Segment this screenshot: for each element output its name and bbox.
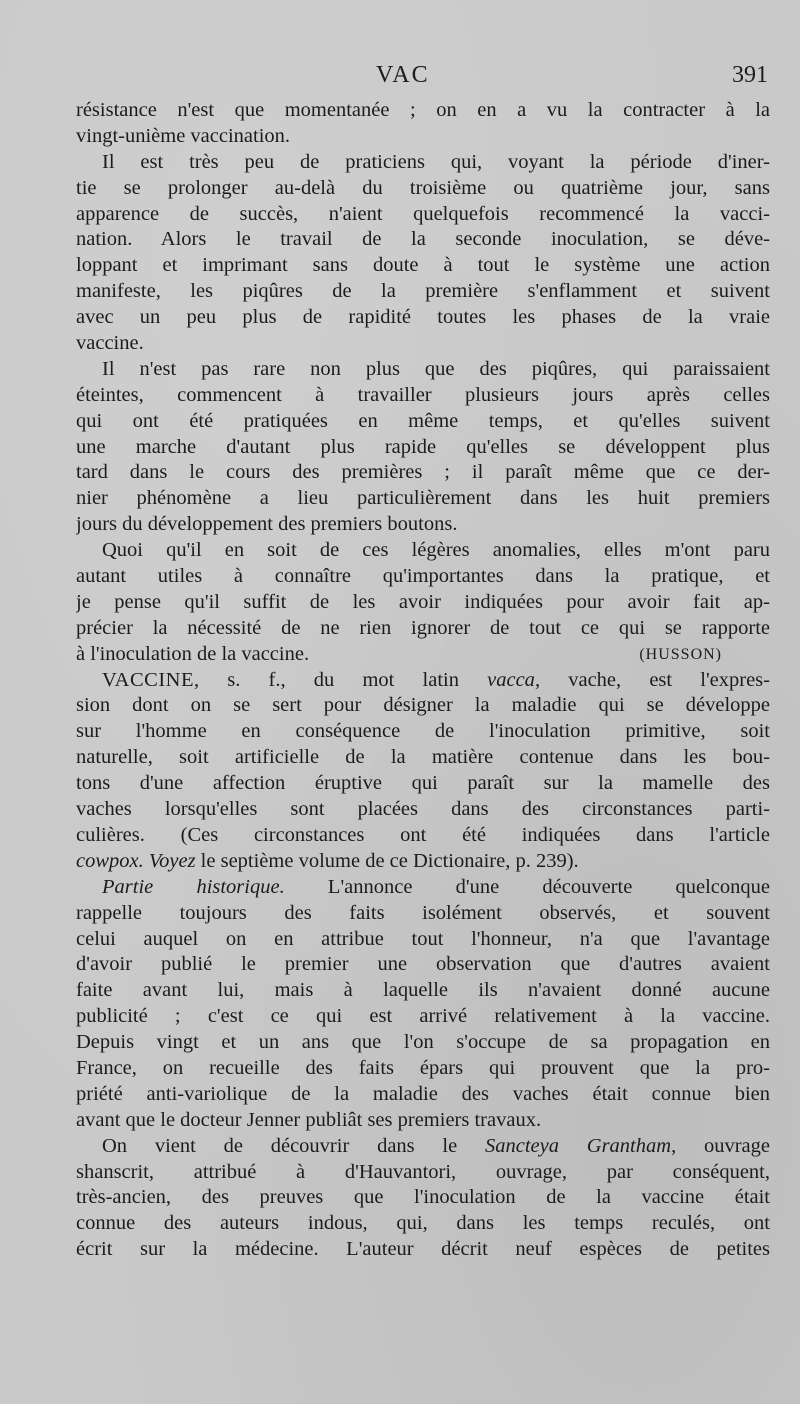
text-line: sur l'homme en conséquence de l'inoculation primitive, soit bbox=[76, 720, 770, 743]
text-line: nation. Alors le travail de la seconde inoculation, se déve- bbox=[76, 228, 770, 251]
entry-headword: VACCINE bbox=[102, 668, 194, 691]
entry-headline bbox=[76, 668, 770, 694]
text-line: Il n'est pas rare non plus que des piqûres, qui paraissaient bbox=[102, 357, 770, 380]
text-fragment: L'annonce d'une découverte quelconque bbox=[284, 875, 770, 898]
text-line bbox=[76, 849, 770, 875]
text-line: vaches lorsqu'elles sont placées dans des circonstances parti- bbox=[76, 798, 770, 821]
text-fragment: On vient de découvrir dans le bbox=[102, 1134, 485, 1157]
text-line: très-ancien, des preuves que l'inoculation de la vaccine était bbox=[76, 1186, 770, 1209]
text-line bbox=[76, 1134, 770, 1160]
italic-term: Sancteya Grantham bbox=[485, 1134, 672, 1157]
text-line: rappelle toujours des faits isolément observés, et souvent bbox=[76, 901, 770, 924]
text-line: sion dont on se sert pour désigner la maladie qui se développe bbox=[76, 694, 770, 717]
text-line: connue des auteurs indous, qui, dans les temps reculés, ont bbox=[76, 1212, 770, 1235]
text-line: vaccine. bbox=[76, 332, 144, 355]
text-line: je pense qu'il suffit de les avoir indiquées pour avoir fait ap- bbox=[76, 590, 770, 613]
text-line: Quoi qu'il en soit de ces légères anomalies, elles m'ont paru bbox=[102, 539, 770, 562]
text-line: autant utiles à connaître qu'importantes dans la pratique, et bbox=[76, 565, 770, 588]
text-line: nier phénomène a lieu particulièrement dans les huit premiers bbox=[76, 487, 770, 510]
text-body bbox=[76, 98, 770, 1263]
italic-term: cowpox. Voyez bbox=[76, 849, 196, 872]
text-line: manifeste, les piqûres de la première s'enflamment et suivent bbox=[76, 280, 770, 303]
author-signature: (HUSSON) bbox=[639, 645, 722, 663]
text-line: tie se prolonger au-delà du troisième ou quatrième jour, sans bbox=[76, 176, 770, 199]
text-line: apparence de succès, n'aient quelquefois recommencé la vacci- bbox=[76, 202, 770, 225]
text-line: avant que le docteur Jenner publiât ses premiers travaux. bbox=[76, 1108, 542, 1131]
text-line: celui auquel on en attribue tout l'honneur, n'a que l'avantage bbox=[76, 927, 770, 950]
text-line: résistance n'est que momentanée ; on en a vu la contracter à la bbox=[76, 99, 770, 121]
page-number: 391 bbox=[732, 62, 768, 88]
text-line: naturelle, soit artificielle de la matière contenue dans les bou- bbox=[76, 746, 770, 769]
text-line: France, on recueille des faits épars qui prouvent que la pro- bbox=[76, 1056, 770, 1079]
text-line: faite avant lui, mais à laquelle ils n'avaient donné aucune bbox=[76, 979, 770, 1002]
text-line: priété anti-variolique de la maladie des vaches était connue bien bbox=[76, 1082, 770, 1105]
text-line: avec un peu plus de rapidité toutes les phases de la vraie bbox=[76, 306, 770, 329]
italic-term: vacca bbox=[487, 668, 535, 691]
attribution-line bbox=[76, 642, 770, 668]
text-line: d'avoir publié le premier une observation que d'autres avaient bbox=[76, 953, 770, 976]
text-line: tard dans le cours des premières ; il paraît même que ce der- bbox=[76, 461, 770, 484]
text-line: à l'inoculation de la vaccine. bbox=[76, 642, 310, 665]
page-header bbox=[76, 62, 770, 94]
text-line: publicité ; c'est ce qui est arrivé relativement à la vaccine. bbox=[76, 1005, 770, 1028]
text-fragment: , vache, est l'expres- bbox=[534, 668, 770, 691]
text-line: culières. (Ces circonstances ont été indiquées dans l'article bbox=[76, 823, 770, 846]
text-line: Depuis vingt et un ans que l'on s'occupe de sa propagation en bbox=[76, 1031, 770, 1054]
text-line: vingt-unième vaccination. bbox=[76, 124, 291, 147]
text-fragment: le septième volume de ce Dictionaire, p. 239). bbox=[195, 849, 579, 872]
text-line: Il est très peu de praticiens qui, voyant la période d'iner- bbox=[102, 150, 770, 173]
text-line: jours du développement des premiers boutons. bbox=[76, 513, 458, 536]
running-head: VAC bbox=[376, 62, 430, 88]
text-line: tons d'une affection éruptive qui paraît sur la mamelle des bbox=[76, 772, 770, 795]
text-fragment: , s. f., du mot latin bbox=[193, 668, 488, 691]
section-heading-line bbox=[76, 875, 770, 901]
text-fragment: , ouvrage bbox=[671, 1134, 770, 1157]
text-line: loppant et imprimant sans doute à tout le système une action bbox=[76, 254, 770, 277]
text-line: shanscrit, attribué à d'Hauvantori, ouvrage, par conséquent, bbox=[76, 1160, 770, 1183]
text-line: écrit sur la médecine. L'auteur décrit neuf espèces de petites bbox=[76, 1238, 770, 1261]
section-heading: Partie historique. bbox=[102, 875, 285, 898]
text-line: une marche d'autant plus rapide qu'elles se développent plus bbox=[76, 435, 770, 458]
text-line: éteintes, commencent à travailler plusieurs jours après celles bbox=[76, 383, 770, 406]
text-line: précier la nécessité de ne rien ignorer de tout ce qui se rapporte bbox=[76, 616, 770, 639]
text-line: qui ont été pratiquées en même temps, et qu'elles suivent bbox=[76, 409, 770, 432]
